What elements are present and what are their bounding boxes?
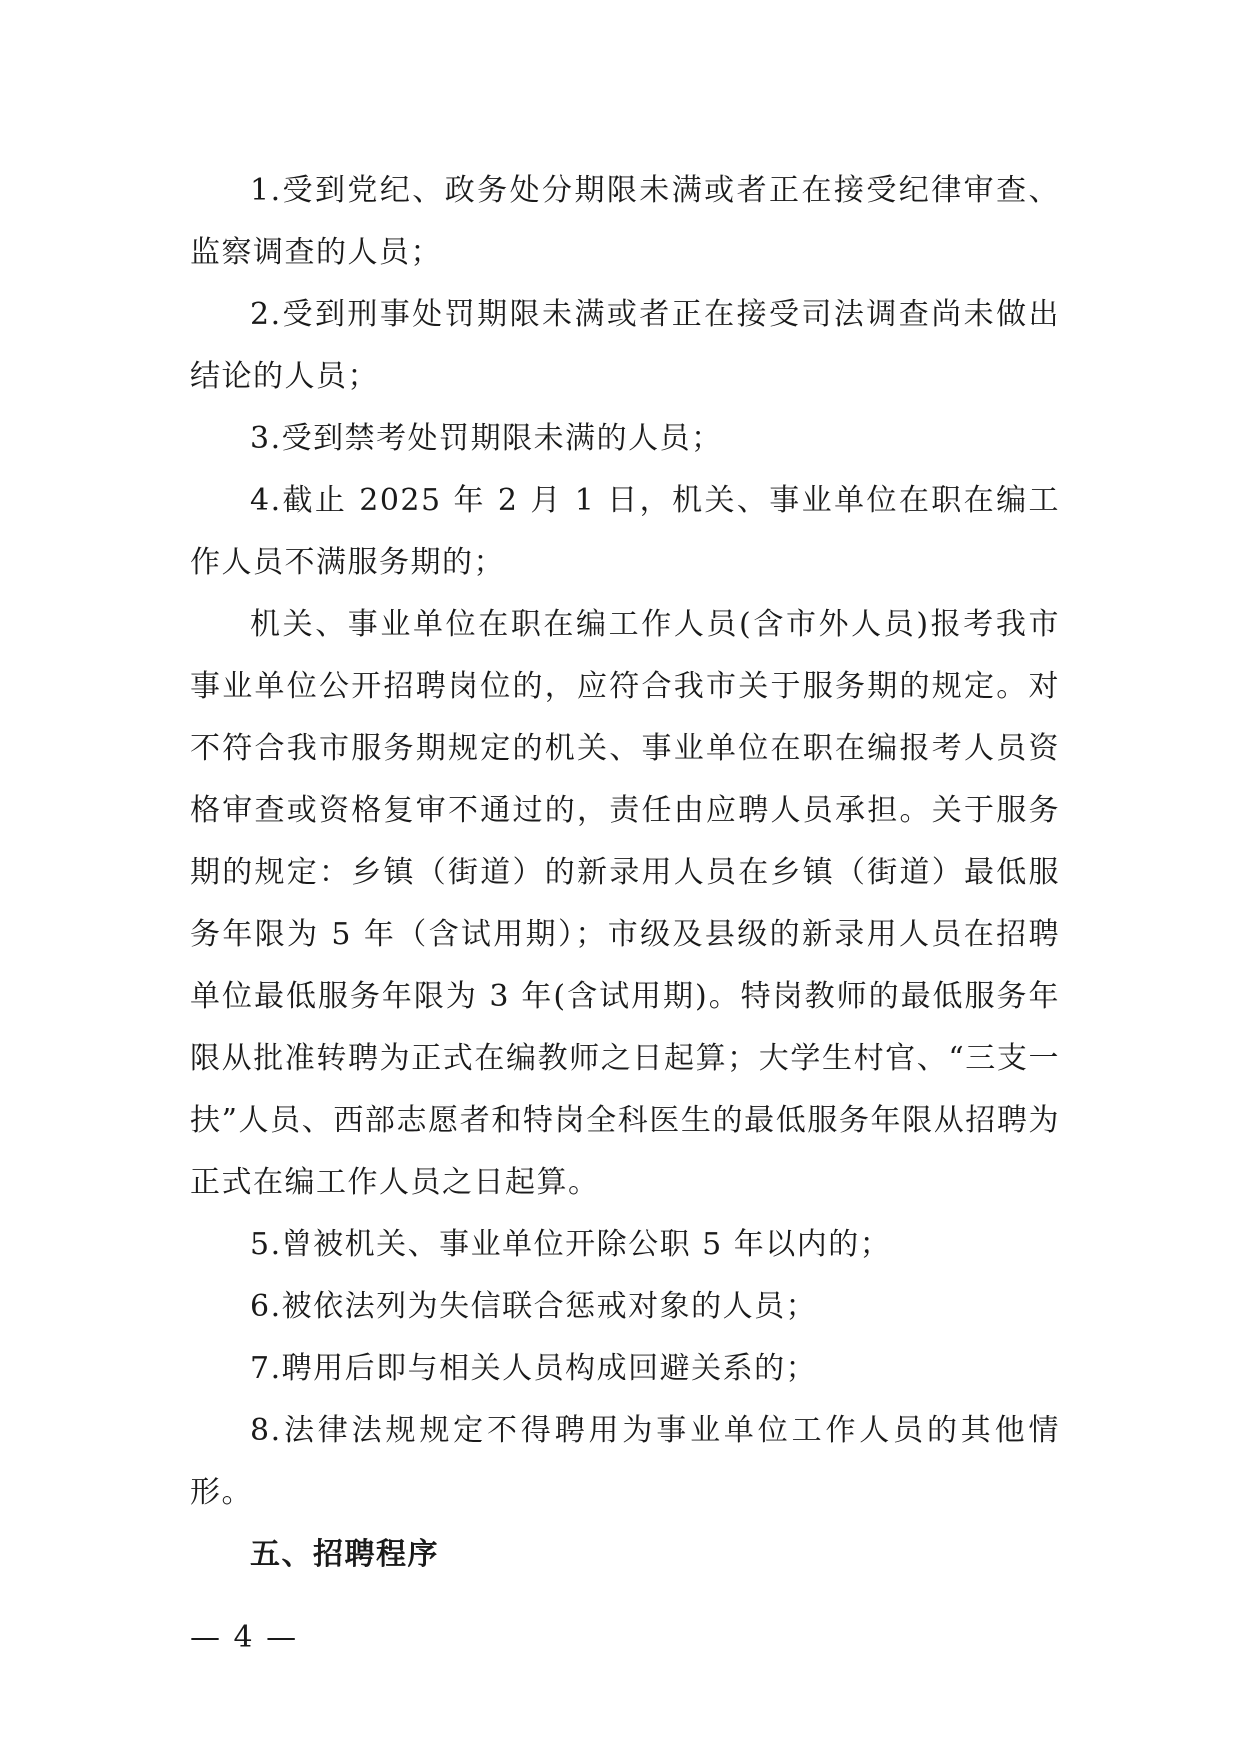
paragraph-item-4: 4.截止 2025 年 2 月 1 日，机关、事业单位在职在编工作人员不满服务期的；	[190, 483, 1060, 580]
paragraph-item-8: 8.法律法规规定不得聘用为事业单位工作人员的其他情形。	[190, 1413, 1060, 1510]
paragraph-service-period: 机关、事业单位在职在编工作人员(含市外人员)报考我市事业单位公开招聘岗位的，应符合我市关于服务期的规定。对不符合我市服务期规定的机关、事业单位在职在编报考人员资格审查或资格复审不通过的，责任由应聘人员承担。关于服务期的规定：乡镇（街道）的新录用人员在乡镇（街道）最低服务年限为 5 年（含试用期）；市级及县级的新录用人员在招聘单位最低服务年限为 3 年(含试用期)。特岗教师的最低服务年限从批准转聘为正式在编教师之日起算；大学生村官、“三支一扶”人员、西部志愿者和特岗全科医生的最低服务年限从招聘为正式在编工作人员之日起算。	[190, 607, 1060, 1200]
paragraph-item-1: 1.受到党纪、政务处分期限未满或者正在接受纪律审查、监察调查的人员；	[190, 173, 1060, 270]
paragraph-item-2: 2.受到刑事处罚期限未满或者正在接受司法调查尚未做出结论的人员；	[190, 297, 1060, 394]
section-heading: 五、招聘程序	[250, 1537, 439, 1572]
paragraph-item-7: 7.聘用后即与相关人员构成回避关系的；	[250, 1351, 818, 1386]
paragraph-item-3: 3.受到禁考处罚期限未满的人员；	[250, 421, 723, 456]
paragraph-item-5: 5.曾被机关、事业单位开除公职 5 年以内的；	[250, 1227, 892, 1262]
document-body	[190, 160, 1060, 1586]
paragraph-item-6: 6.被依法列为失信联合惩戒对象的人员；	[250, 1289, 818, 1324]
page-number: — 4 —	[190, 1620, 299, 1655]
